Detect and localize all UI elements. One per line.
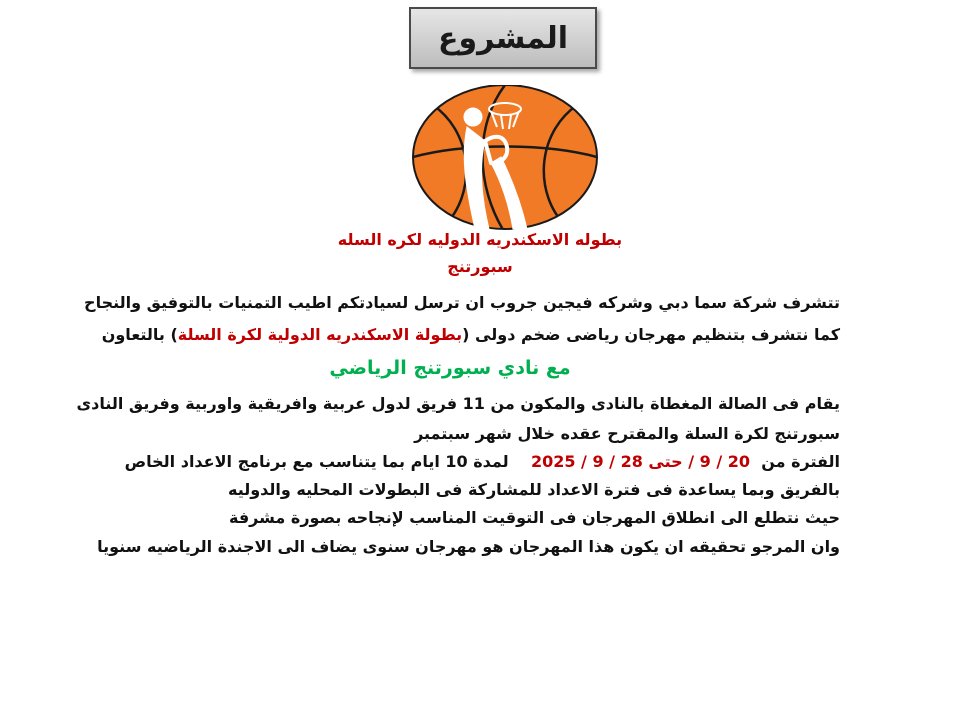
details-line-1: يقام فى الصالة المغطاة بالنادى والمكون من 11 فريق لدول عربية وافريقية واوربية وفريق النادى	[76, 394, 840, 413]
intro-line-1: تتشرف شركة سما دبي وشركه فيجين جروب ان ترسل لسيادتكم اطيب التمنيات بالتوفيق والنجاح	[84, 293, 840, 312]
period-line	[125, 452, 840, 471]
details-line-4: بالفريق وبما يساعدة فى فترة الاعداد للمشاركة فى البطولات المحليه والدوليه	[227, 480, 840, 499]
intro-line-2-start: كما نتشرف بتنظيم مهرجان رياضى ضخم دولى (	[462, 325, 840, 344]
tournament-subheading: سبورتنج	[447, 257, 513, 276]
intro-line-2-end: ) بالتعاون	[101, 325, 178, 344]
period-duration: لمدة 10 ايام بما يتناسب مع برنامج الاعداد الخاص	[124, 452, 509, 471]
tournament-name-highlight: بطولة الاسكندريه الدولية لكرة السلة	[177, 325, 463, 344]
club-partner-line: مع نادي سبورتنج الرياضي	[329, 357, 571, 379]
period-prefix: الفترة من	[761, 452, 840, 471]
basketball-player-logo-icon	[405, 85, 605, 233]
details-line-5: حيث نتطلع الى انطلاق المهرجان فى التوقيت المناسب لإنجاحه بصورة مشرفة	[229, 508, 840, 527]
period-dates: 20 / 9 / حتى 28 / 9 / 2025	[530, 452, 751, 471]
details-line-2: سبورتنج لكرة السلة والمقترح عقده خلال شهر سبتمبر	[414, 424, 840, 443]
tournament-heading: بطوله الاسكندريه الدوليه لكره السله	[337, 230, 623, 249]
intro-line-2	[102, 325, 840, 344]
details-line-6: وان المرجو تحقيقه ان يكون هذا المهرجان هو مهرجان سنوى يضاف الى الاجندة الرياضيه سنويا	[97, 537, 840, 556]
page-title: المشروع	[409, 7, 597, 69]
